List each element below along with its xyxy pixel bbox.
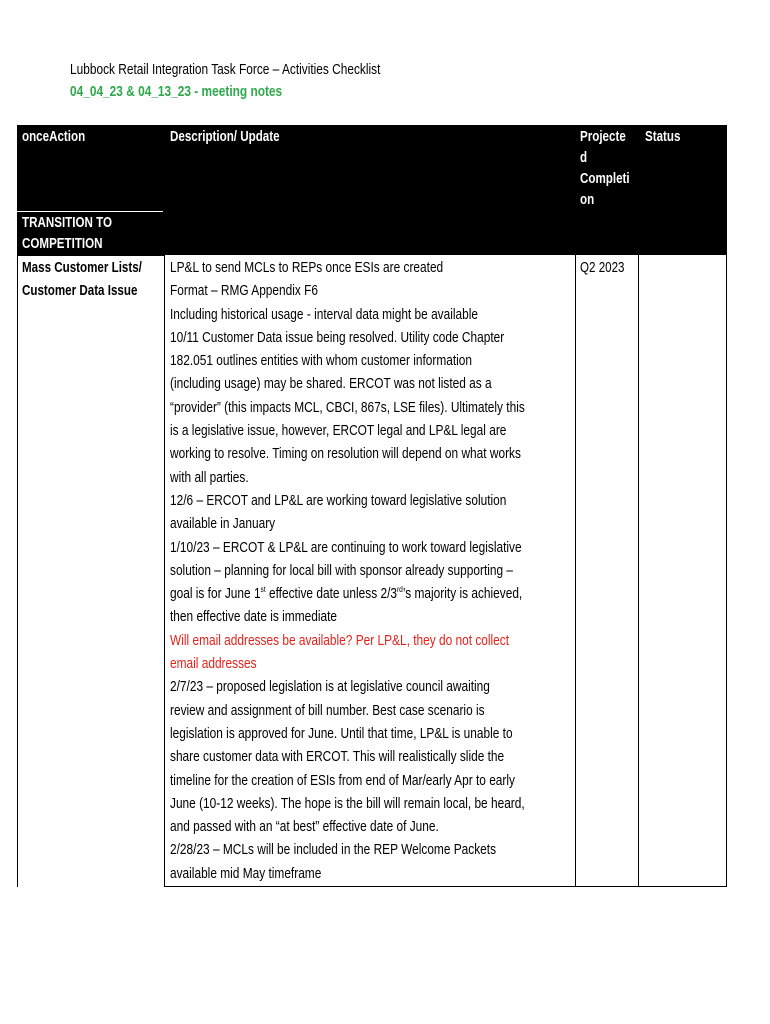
row-action-line: Mass Customer Lists/ [22,260,142,276]
table-border-bottom [164,886,727,887]
description-line: email addresses [170,656,257,673]
description-line [170,583,576,606]
ordinal-suffix: st [260,585,266,595]
row-projected-completion: Q2 2023 [580,260,625,276]
description-line: June (10-12 weeks). The hope is the bill will remain local, be heard, [170,795,525,812]
header-projected-line: Completi [580,171,630,187]
description-line: Format – RMG Appendix F6 [170,283,319,300]
row-description [170,257,576,886]
row-action-line: Customer Data Issue [22,283,138,300]
description-line: 12/6 – ERCOT and LP&L are working toward legislative solution [170,492,507,509]
description-line: “provider” (this impacts MCL, CBCI, 867s, LSE files). Ultimately this [170,399,525,416]
header-projected-line: Projecte [580,129,626,145]
section-label-line: TRANSITION TO [22,215,113,231]
description-line: (including usage) may be shared. ERCOT was not listed as a [170,376,492,393]
description-line: 2/28/23 – MCLs will be included in the REP Welcome Packets [170,842,497,859]
section-row-bottom [17,255,164,256]
header-status: Status [645,129,681,145]
description-line: Including historical usage - interval data might be available [170,306,478,323]
description-line: then effective date is immediate [170,609,337,626]
header-description: Description/ Update [170,129,280,145]
table-border-right [726,255,727,887]
description-fragment: effective date unless 2/3 [265,586,397,603]
document-title: Lubbock Retail Integration Task Force – Activities Checklist [70,62,381,78]
description-line: timeline for the creation of ESIs from end of Mar/early Apr to early [170,772,515,789]
description-fragment: goal is for June 1 [170,586,261,603]
header-projected-completion [580,127,630,211]
description-line: available mid May timeframe [170,865,322,882]
description-line: 10/11 Customer Data issue being resolved. Utility code Chapter [170,329,505,346]
description-line: Will email addresses be available? Per LP&L, they do not collect [170,632,510,649]
header-projected-line: on [580,192,595,208]
table-header [17,125,727,255]
description-line: and passed with an “at best” effective date of June. [170,819,439,836]
header-divider [17,211,163,212]
description-line: legislation is approved for June. Until that time, LP&L is unable to [170,725,513,742]
description-line: is a legislative issue, however, ERCOT legal and LP&L legal are [170,423,507,440]
description-line: 1/10/23 – ERCOT & LP&L are continuing to work toward legislative [170,539,522,556]
description-line: 182.051 outlines entities with whom customer information [170,353,473,370]
description-line: solution – planning for local bill with sponsor already supporting – [170,562,514,579]
ordinal-suffix: rd [396,585,403,595]
section-label-line: COMPETITION [22,236,103,252]
table-border-left [17,255,18,887]
header-action: onceAction [22,129,86,145]
document-subtitle: 04_04_23 & 04_13_23 - meeting notes [70,84,283,100]
section-label [22,213,112,255]
description-line: review and assignment of bill number. Best case scenario is [170,702,485,719]
description-line: working to resolve. Timing on resolution will depend on what works [170,446,521,463]
description-line: with all parties. [170,469,249,486]
description-line: 2/7/23 – proposed legislation is at legislative council awaiting [170,679,490,696]
table-col-divider-1 [164,255,165,887]
row-action [22,257,142,304]
description-fragment: ’s majority is achieved, [402,586,523,603]
table-col-divider-3 [638,255,639,887]
header-projected-line: d [580,150,588,166]
description-line: LP&L to send MCLs to REPs once ESIs are created [170,260,444,276]
description-line: share customer data with ERCOT. This will realistically slide the [170,749,505,766]
description-line: available in January [170,516,276,533]
